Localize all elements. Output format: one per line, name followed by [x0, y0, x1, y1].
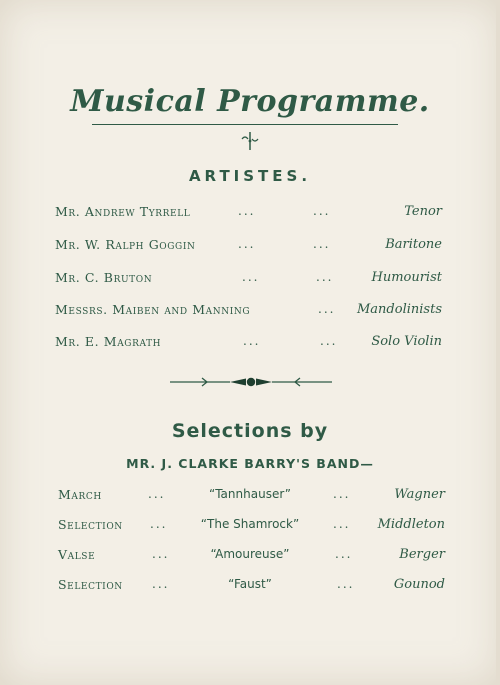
- artiste-role: Mandolinists: [357, 302, 442, 317]
- artiste-role: Solo Violin: [371, 334, 442, 349]
- leader-dots: ...: [238, 204, 256, 218]
- artiste-row: [0, 270, 500, 290]
- leader-dots: ...: [333, 517, 351, 531]
- artiste-row: [0, 237, 500, 257]
- leader-dots: ...: [316, 270, 334, 284]
- selection-row: [0, 517, 500, 537]
- leader-dots: ...: [242, 270, 260, 284]
- selection-piece: “Faust”: [228, 577, 272, 591]
- artiste-role: Humourist: [371, 270, 442, 285]
- artiste-name: Messrs. Maiben and Manning: [55, 302, 251, 317]
- artiste-role: Baritone: [385, 237, 442, 252]
- selection-composer: Gounod: [393, 577, 445, 592]
- leader-dots: ...: [152, 577, 170, 591]
- selection-composer: Berger: [399, 547, 445, 562]
- artistes-heading: ARTISTES.: [188, 167, 312, 185]
- page-title: Musical Programme.: [70, 84, 430, 119]
- leader-dots: ...: [238, 237, 256, 251]
- artiste-role: Tenor: [404, 204, 442, 219]
- leader-dots: ...: [243, 334, 261, 348]
- artiste-row: [0, 204, 500, 224]
- artiste-row: [0, 334, 500, 354]
- leader-dots: ...: [337, 577, 355, 591]
- artiste-name: Mr. W. Ralph Goggin: [55, 237, 196, 252]
- title-underline: [92, 124, 398, 125]
- leader-dots: ...: [148, 487, 166, 501]
- selection-composer: Middleton: [377, 517, 445, 532]
- selection-piece: “The Shamrock”: [200, 517, 300, 531]
- selection-row: [0, 487, 500, 507]
- selections-heading: Selections by: [171, 420, 329, 442]
- selection-piece: “Tannhauser”: [209, 487, 291, 501]
- divider-ornament-icon: [168, 373, 334, 391]
- leader-dots: ...: [335, 547, 353, 561]
- selection-row: [0, 577, 500, 597]
- leader-dots: ...: [318, 302, 336, 316]
- leader-dots: ...: [150, 517, 168, 531]
- selection-piece: “Amoureuse”: [210, 547, 290, 561]
- artiste-name: Mr. Andrew Tyrrell: [55, 204, 191, 219]
- artiste-name: Mr. E. Magrath: [55, 334, 162, 349]
- leader-dots: ...: [320, 334, 338, 348]
- selection-composer: Wagner: [394, 487, 445, 502]
- title-flourish-icon: [236, 130, 264, 152]
- artiste-row: [0, 302, 500, 322]
- selection-type: March: [58, 487, 102, 502]
- leader-dots: ...: [152, 547, 170, 561]
- selection-type: Valse: [58, 547, 96, 562]
- leader-dots: ...: [313, 237, 331, 251]
- selection-type: Selection: [58, 517, 123, 532]
- leader-dots: ...: [333, 487, 351, 501]
- selection-row: [0, 547, 500, 567]
- artiste-name: Mr. C. Bruton: [55, 270, 153, 285]
- band-heading: MR. J. CLARKE BARRY'S BAND—: [126, 456, 374, 471]
- selection-type: Selection: [58, 577, 123, 592]
- leader-dots: ...: [313, 204, 331, 218]
